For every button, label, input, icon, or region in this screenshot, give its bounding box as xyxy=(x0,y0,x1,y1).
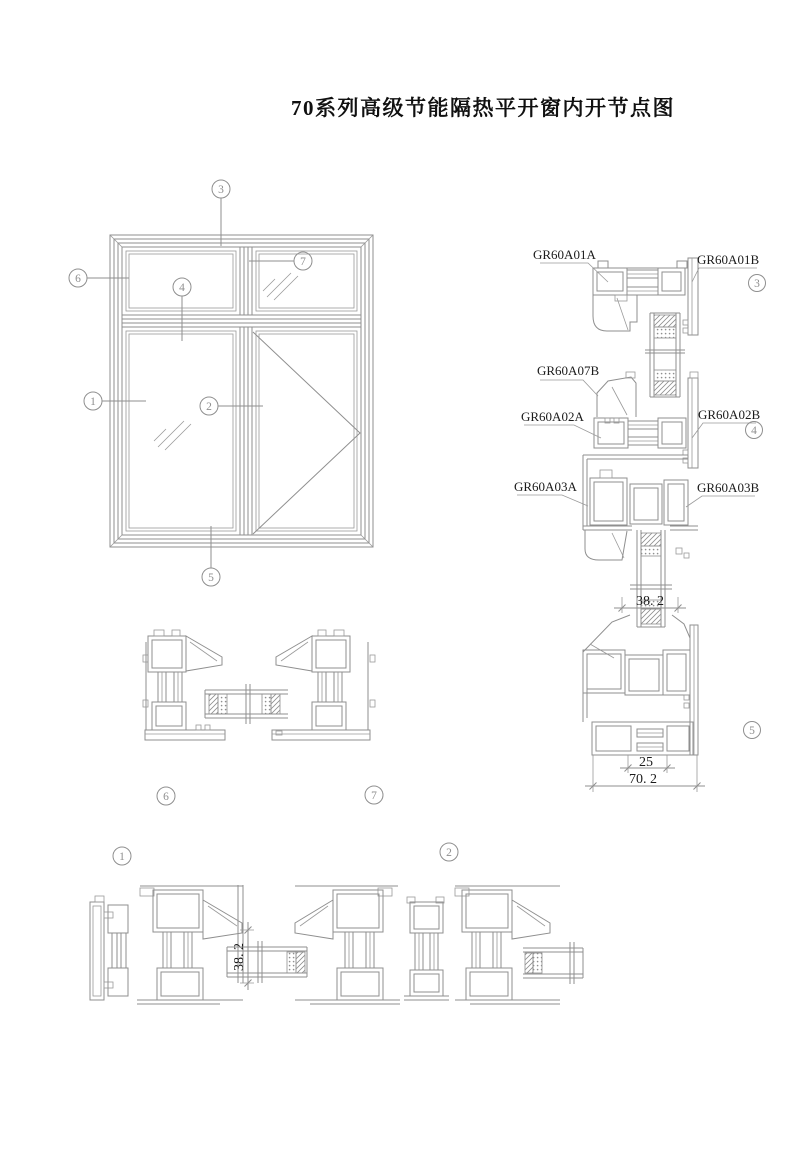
callout-1-elevation xyxy=(84,392,146,410)
label-gr60a01a: GR60A01A xyxy=(533,247,596,262)
label-gr60a01b: GR60A01B xyxy=(697,252,760,267)
dim-25: 25 xyxy=(639,755,653,770)
callout-5-number: 5 xyxy=(208,572,214,584)
callout-6-elevation xyxy=(69,269,129,287)
jamb-frame xyxy=(90,896,128,1000)
section-jamb-7 xyxy=(272,630,383,804)
glass-unit-horizontal-bottom-right xyxy=(523,942,583,984)
svg-text:7: 7 xyxy=(371,790,377,802)
callout-4-section xyxy=(746,422,763,439)
callout-7-elevation xyxy=(249,252,312,270)
callout-2-number: 2 xyxy=(206,401,212,413)
leader-gr60a07b xyxy=(540,380,598,396)
svg-text:1: 1 xyxy=(119,851,125,863)
leader-gr60a03a xyxy=(517,495,588,506)
glass-symbol-bottom-left xyxy=(154,421,191,450)
dim-38-2-right: 38. 2 xyxy=(636,594,664,609)
label-gr60a03b: GR60A03B xyxy=(697,480,760,495)
section-bottom-1 xyxy=(90,847,254,1004)
sash-profile xyxy=(137,885,243,1004)
callout-1-section xyxy=(113,847,131,865)
callout-2-elevation xyxy=(200,397,263,415)
section-sill-5 xyxy=(583,615,761,792)
callout-2-section xyxy=(440,843,458,861)
glass-unit-horizontal-top xyxy=(205,684,288,724)
callout-3-elevation xyxy=(212,180,230,246)
section-bottom-2 xyxy=(295,843,560,1004)
callout-5-section xyxy=(744,722,761,739)
svg-text:2: 2 xyxy=(446,847,452,859)
drawing-title: 70系列高级节能隔热平开窗内开节点图 xyxy=(291,96,675,120)
glass-symbol-top-right xyxy=(263,273,298,300)
transom-lines xyxy=(122,315,361,327)
left-sash-profile xyxy=(295,886,400,1004)
leader-gr60a01b xyxy=(692,268,757,282)
svg-text:6: 6 xyxy=(163,791,169,803)
window-elevation xyxy=(69,180,373,586)
dim-38-2-bottom: 38. 2 xyxy=(232,943,247,971)
dim-70-2: 70. 2 xyxy=(629,772,657,787)
callout-3-number: 3 xyxy=(218,184,224,196)
thermal-break-connectors xyxy=(627,270,658,295)
glass-unit-vertical-1 xyxy=(645,313,685,397)
svg-text:5: 5 xyxy=(749,725,755,737)
glazing-bead-profile xyxy=(597,372,636,417)
callout-4-number: 4 xyxy=(179,282,185,294)
dimension-sill-inner xyxy=(620,755,675,773)
callout-4-elevation xyxy=(173,278,191,341)
svg-text:3: 3 xyxy=(754,278,760,290)
glass-unit-vertical-2 xyxy=(630,530,672,627)
callout-3-section xyxy=(749,275,766,292)
bottom-mullion xyxy=(240,327,252,535)
frame-bar xyxy=(683,372,698,468)
callout-6-number: 6 xyxy=(75,273,81,285)
thermal-break-connectors xyxy=(628,421,658,445)
callout-7-section xyxy=(365,786,383,804)
section-head-3 xyxy=(533,247,766,335)
opening-direction-triangle xyxy=(253,332,360,534)
leader-gr60a03b xyxy=(686,496,755,507)
mullion-profile xyxy=(404,897,449,1000)
label-gr60a07b: GR60A07B xyxy=(537,363,600,378)
svg-text:4: 4 xyxy=(751,425,757,437)
right-sash-profile xyxy=(455,886,560,1004)
label-gr60a03a: GR60A03A xyxy=(514,479,577,494)
callout-1-number: 1 xyxy=(90,396,96,408)
label-gr60a02b: GR60A02B xyxy=(698,407,761,422)
callout-7-number: 7 xyxy=(300,256,306,268)
leader-gr60a02a xyxy=(524,425,601,438)
top-mullion xyxy=(240,247,252,315)
label-gr60a02a: GR60A02A xyxy=(521,409,584,424)
callout-6-section xyxy=(157,787,175,805)
sill-base xyxy=(592,722,693,755)
section-transom-4 xyxy=(514,363,763,560)
